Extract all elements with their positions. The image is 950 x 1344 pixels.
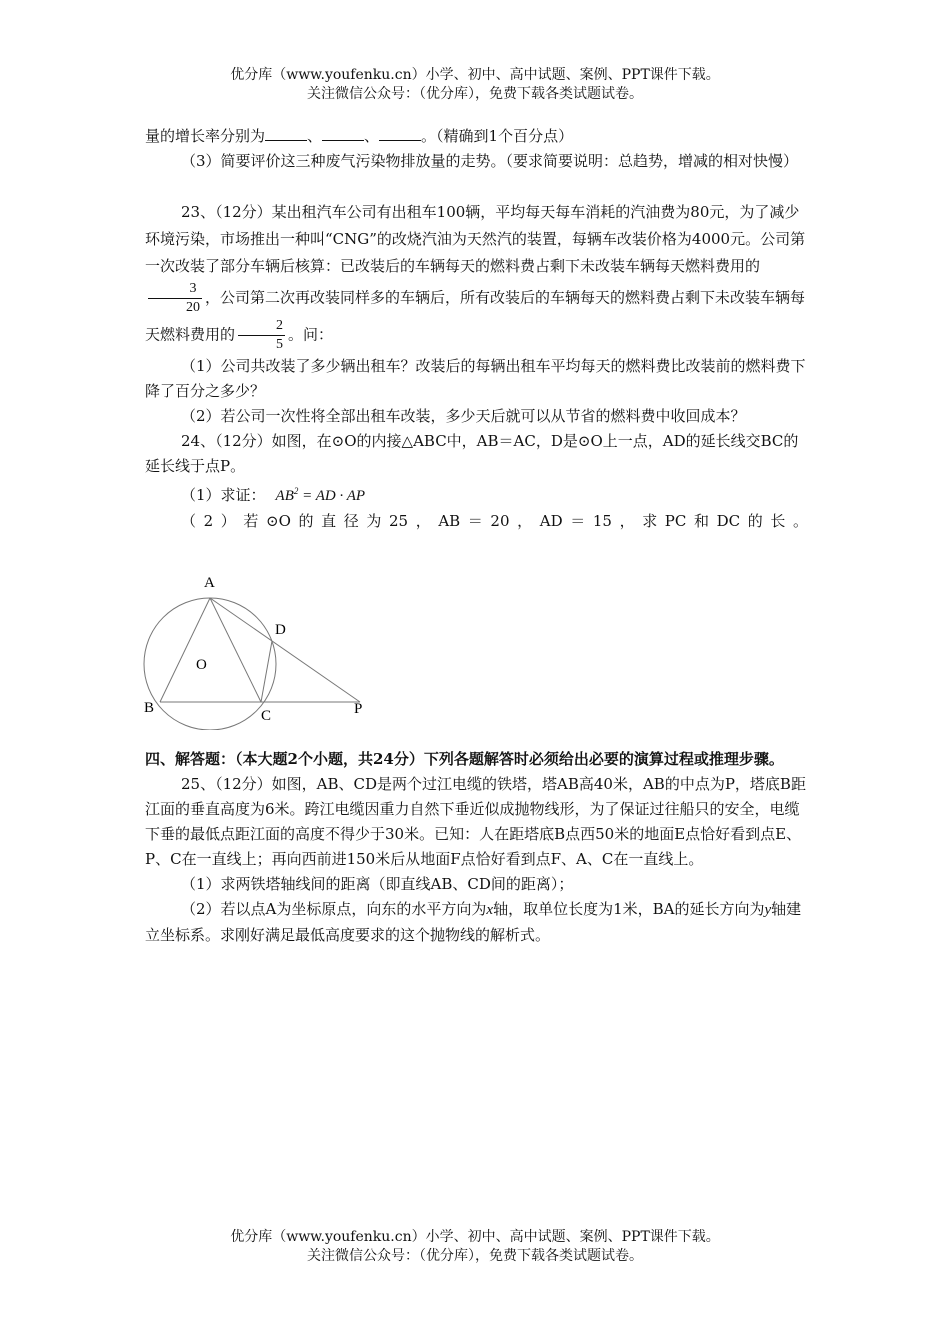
label-p: P xyxy=(354,701,363,717)
proof-equation: $AB^2$ = AD · AP xyxy=(275,486,366,504)
q25-intro: 25、（12分）如图，AB、CD是两个过江电缆的铁塔，塔AB高40米，AB的中点为P，塔底B距江面的垂直高度为6米。跨江电缆因重力自然下垂近似成抛物线形，为了保证过往船只的安全，电缆下垂的最低点距江面的高度不得少于30米。已知：人在距塔底B点西50米的地面E点恰好看到点E、P、C在一直线上；再向西前进150米后从地面F点恰好看到点F、A、C在一直线上。 xyxy=(145,775,806,868)
label-c: C xyxy=(261,708,272,724)
label-a: A xyxy=(204,575,215,591)
header-line-1: 优分库（www.youfenku.cn）小学、初中、高中试题、案例、PPT课件下载。 xyxy=(230,67,720,83)
circle-geometry-figure xyxy=(135,570,375,730)
circle-o xyxy=(144,598,276,730)
answer-blank-2[interactable] xyxy=(322,126,364,141)
footer-line-2: 关注微信公众号：（优分库），免费下载各类试题试卷。 xyxy=(307,1248,643,1264)
answer-blank-3[interactable] xyxy=(379,126,421,141)
label-o: O xyxy=(196,657,207,673)
q25-part-2: （2）若以点A为坐标原点，向东的水平方向为x轴，取单位长度为1米，BA的延长方向为y轴建立坐标系。求刚好满足最低高度要求的这个抛物线的解析式。 xyxy=(145,900,802,944)
answer-blank-1[interactable] xyxy=(265,126,307,141)
footer-line-1: 优分库（www.youfenku.cn）小学、初中、高中试题、案例、PPT课件下载。 xyxy=(230,1229,720,1245)
line-ap xyxy=(210,598,360,702)
header-line-2: 关注微信公众号：（优分库），免费下载各类试题试卷。 xyxy=(307,86,643,102)
page-footer xyxy=(0,1228,950,1266)
label-b: B xyxy=(144,700,155,716)
q24-part-2: （2）若⊙O的直径为25，AB＝20，AD＝15，求PC和DC的长。 xyxy=(181,512,808,530)
content-lower xyxy=(145,747,808,948)
q24-part-1: （1）求证： $AB^2$ = AD · AP xyxy=(181,486,366,504)
q22-part-3: （3）简要评价这三种废气污染物排放量的走势。（要求简要说明：总趋势，增减的相对快慢） xyxy=(181,152,799,170)
q23-part-2: （2）若公司一次性将全部出租车改装，多少天后就可以从节省的燃料费中收回成本？ xyxy=(181,407,746,425)
label-d: D xyxy=(275,622,286,638)
content-upper xyxy=(145,124,808,534)
fraction-3-20: $\frac{3}{20}$ xyxy=(148,280,202,317)
q25-part-1: （1）求两铁塔轴线间的距离（即直线AB、CD间的距离）； xyxy=(181,875,574,893)
page-header xyxy=(0,66,950,104)
fraction-2-5: $\frac{2}{5}$ xyxy=(238,317,285,354)
q22-growth-rate-line: 量的增长率分别为 、 、 。（精确到1个百分点） xyxy=(145,127,574,145)
section-4-heading: 四、解答题：（本大题2个小题，共24分）下列各题解答时必须给出必要的演算过程或推理步骤。 xyxy=(145,750,784,768)
q23-intro: 23、（12分）某出租汽车公司有出租车100辆，平均每天每车消耗的汽油费为80元，为了减少环境污染，市场推出一种叫“CNG”的改烧汽油为天然汽的装置，每辆车改装价格为4000元。公司第一次改装了部分车辆后核算：已改装后的车辆每天的燃料费占剩下未改装车辆每天燃料费用的 $\frac{3}{20}$ ，公司第二次再改装同样多的车辆后，所有改装后的车辆每天的燃料费占剩下未改装车辆每天燃料费用的 $\frac{2}{5}$ 。问： xyxy=(145,203,806,352)
segment-dc xyxy=(261,641,272,702)
q23-part-1: （1）公司共改装了多少辆出租车？改装后的每辆出租车平均每天的燃料费比改装前的燃料费下降了百分之多少？ xyxy=(145,357,806,400)
q24-intro: 24、（12分）如图，在⊙O的内接△ABC中，AB＝AC，D是⊙O上一点，AD的延长线交BC的延长线于点P。 xyxy=(145,432,799,475)
